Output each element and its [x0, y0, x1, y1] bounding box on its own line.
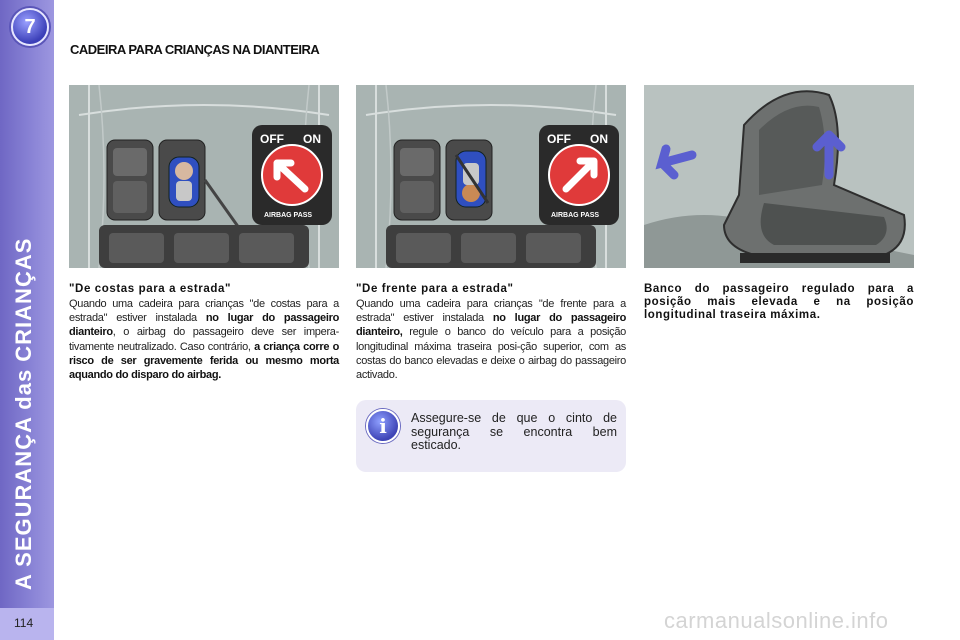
switch-on-label: ON [303, 132, 321, 146]
switch-caption: AIRBAG PASS [551, 212, 600, 219]
chapter-title: A SEGURANÇA das CRIANÇAS [11, 237, 36, 590]
seat-adjust-caption: Banco do passageiro regulado para a posição mais elevada e na posição longitudinal traseira máxima. [644, 283, 914, 321]
switch-on-label: ON [590, 132, 608, 146]
switch-caption: AIRBAG PASS [264, 212, 313, 219]
figure-forward-facing-seat [356, 85, 626, 268]
info-box [356, 400, 626, 472]
section-heading: CADEIRA PARA CRIANÇAS NA DIANTEIRA [70, 42, 320, 57]
figure-passenger-seat-adjusted [644, 85, 914, 268]
forward-facing-text: Quando uma cadeira para crianças "de frente para a estrada" estiver instalada no lugar do passageiro dianteiro, regule o banco do veículo para a posição longitudinal máxima traseira posi-ção superior, com as costas do banco elevadas e deixe o airbag do passageiro activado. [356, 298, 626, 382]
rear-facing-text: Quando uma cadeira para crianças "de costas para a estrada" estiver instalada no lugar do passageiro dianteiro, o airbag do passageiro deve ser impera-tivamente neutralizado. Caso contrário, a criança corre o risco de ser gravemente ferida ou mesmo morta aquando do disparo do airbag. [69, 298, 340, 382]
switch-off-label: OFF [260, 132, 284, 146]
page-number: 114 [14, 616, 34, 630]
info-icon: i [366, 409, 400, 443]
watermark: carmanualsonline.info [664, 608, 889, 633]
forward-facing-title: "De frente para a estrada" [356, 283, 514, 295]
switch-off-label: OFF [547, 132, 571, 146]
rear-facing-title: "De costas para a estrada" [69, 283, 232, 295]
info-text: Assegure-se de que o cinto de segurança se encontra bem esticado. [411, 411, 617, 452]
chapter-number-badge: 7 [11, 8, 49, 46]
figure-rear-facing-seat [69, 85, 339, 268]
